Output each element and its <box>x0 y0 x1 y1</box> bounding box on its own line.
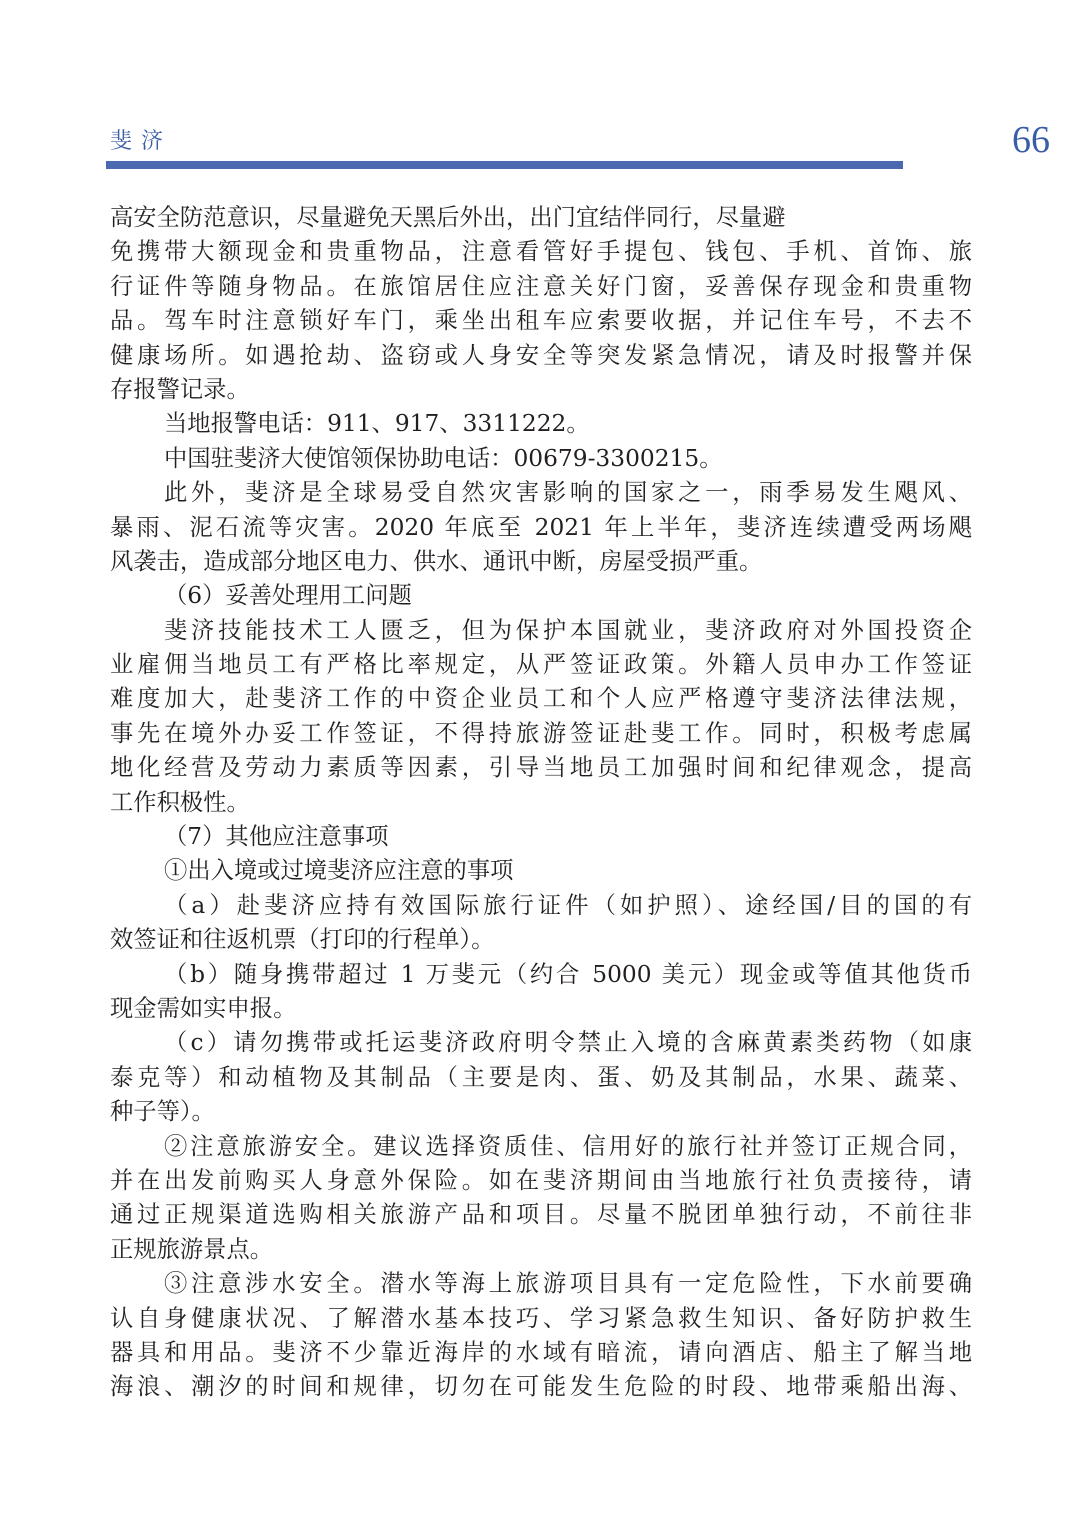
text-line: ③注意涉水安全。潜水等海上旅游项目具有一定危险性，下水前要确 <box>164 1270 972 1298</box>
text-line: 斐济技能技术工人匮乏，但为保护本国就业，斐济政府对外国投资企 <box>164 616 972 644</box>
header-rule <box>106 161 903 169</box>
text-line: 暴雨、泥石流等灾害。2020 年底至 2021 年上半年，斐济连续遭受两场飓 <box>110 513 972 541</box>
text-line: 难度加大，赴斐济工作的中资企业员工和个人应严格遵守斐济法律法规， <box>110 685 972 713</box>
text-line: 现金需如实申报。 <box>110 994 297 1022</box>
text-line: 认自身健康状况、了解潜水基本技巧、学习紧急救生知识、备好防护救生 <box>110 1304 972 1332</box>
text-line: 风袭击，造成部分地区电力、供水、通讯中断，房屋受损严重。 <box>110 547 763 575</box>
section-heading: （7）其他应注意事项 <box>164 823 389 851</box>
section-heading: （6）妥善处理用工问题 <box>164 582 412 610</box>
text-line: 存报警记录。 <box>110 375 250 403</box>
text-line: 健康场所。如遇抢劫、盗窃或人身安全等突发紧急情况，请及时报警并保 <box>110 341 972 369</box>
body-text <box>110 201 972 1405</box>
text-line: 器具和用品。斐济不少靠近海岸的水域有暗流，请向酒店、船主了解当地 <box>110 1338 972 1366</box>
text-line: （a）赴斐济应持有效国际旅行证件（如护照）、途经国/目的国的有 <box>164 891 972 919</box>
text-line: 通过正规渠道选购相关旅游产品和项目。尽量不脱团单独行动，不前往非 <box>110 1201 972 1229</box>
text-line: 高安全防范意识，尽量避免天黑后外出，出门宜结伴同行，尽量避 <box>110 204 786 231</box>
text-line: （b）随身携带超过 1 万斐元（约合 5000 美元）现金或等值其他货币 <box>164 960 972 988</box>
text-line: 泰克等）和动植物及其制品（主要是肉、蛋、奶及其制品，水果、蔬菜、 <box>110 1063 972 1091</box>
text-line: 并在出发前购买人身意外保险。如在斐济期间由当地旅行社负责接待，请 <box>110 1166 972 1194</box>
text-line: 免携带大额现金和贵重物品，注意看管好手提包、钱包、手机、首饰、旅 <box>110 238 972 266</box>
text-line: 工作积极性。 <box>110 788 250 816</box>
text-line: 中国驻斐济大使馆领保协助电话：00679-3300215。 <box>164 444 723 472</box>
page-number: 66 <box>1012 119 1050 161</box>
text-line: （c）请勿携带或托运斐济政府明令禁止入境的含麻黄素类药物（如康 <box>164 1029 972 1057</box>
text-line: 海浪、潮汐的时间和规律，切勿在可能发生危险的时段、地带乘船出海、 <box>110 1373 972 1401</box>
text-line: 业雇佣当地员工有严格比率规定，从严签证政策。外籍人员申办工作签证 <box>110 651 972 679</box>
text-line: 效签证和往返机票（打印的行程单）。 <box>110 926 495 954</box>
text-line: 地化经营及劳动力素质等因素，引导当地员工加强时间和纪律观念，提高 <box>110 754 972 782</box>
text-line: 品。驾车时注意锁好车门，乘坐出租车应索要收据，并记住车号，不去不 <box>110 307 972 335</box>
text-line: 种子等）。 <box>110 1098 215 1126</box>
text-line: 此外，斐济是全球易受自然灾害影响的国家之一，雨季易发生飓风、 <box>164 479 972 507</box>
text-line: 行证件等随身物品。在旅馆居住应注意关好门窗，妥善保存现金和贵重物 <box>110 272 972 300</box>
running-header-title: 斐济 <box>110 129 173 154</box>
text-line: 正规旅游景点。 <box>110 1235 274 1263</box>
text-line: 当地报警电话：911、917、3311222。 <box>164 410 590 438</box>
text-line: ②注意旅游安全。建议选择资质佳、信用好的旅行社并签订正规合同， <box>164 1132 972 1160</box>
subsection-heading: ①出入境或过境斐济应注意的事项 <box>164 857 514 885</box>
text-line: 事先在境外办妥工作签证，不得持旅游签证赴斐工作。同时，积极考虑属 <box>110 719 972 747</box>
